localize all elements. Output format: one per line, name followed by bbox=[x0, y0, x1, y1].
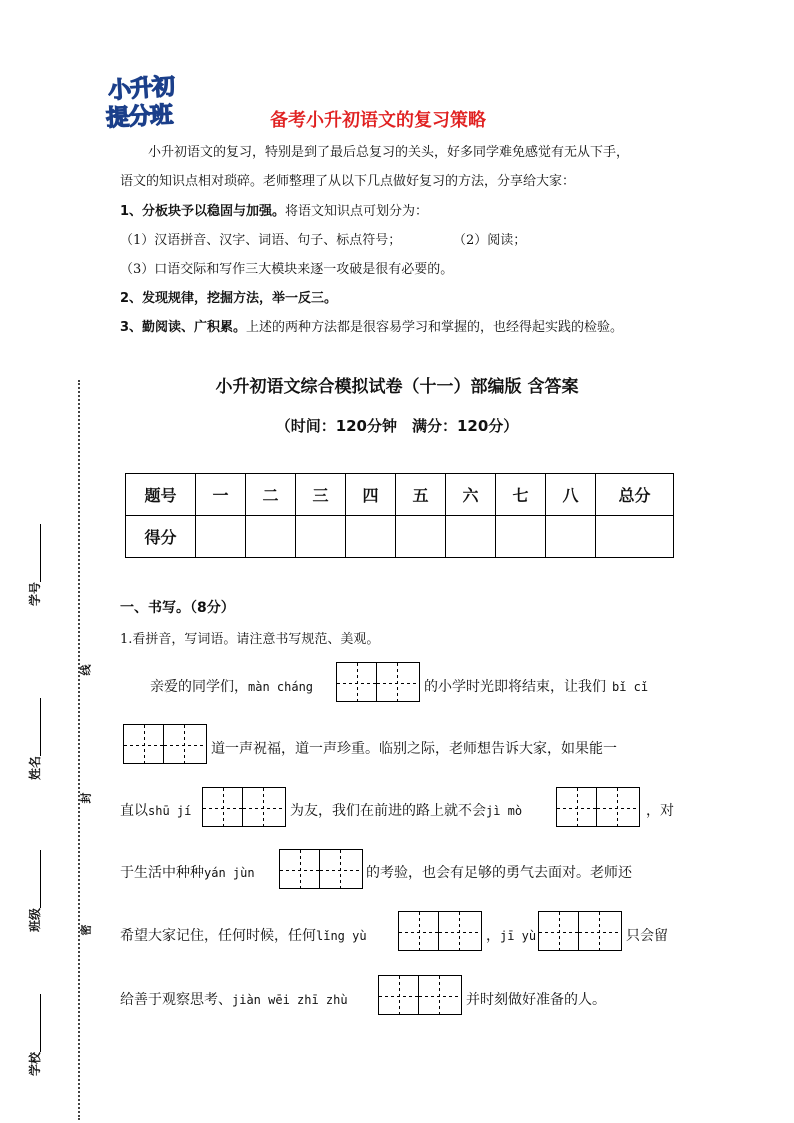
pinyin-ling-yu: lǐng yù bbox=[316, 929, 367, 943]
passage-line4b: 的考验，也会有足够的勇气去面对。老师还 bbox=[366, 865, 632, 881]
text: 亲爱的同学们， bbox=[150, 679, 248, 695]
score-header-cell: 七 bbox=[496, 474, 546, 516]
score-input-cell[interactable] bbox=[496, 516, 546, 558]
score-header-cell: 三 bbox=[296, 474, 346, 516]
score-header-cell: 四 bbox=[346, 474, 396, 516]
student-id-label bbox=[26, 524, 43, 606]
score-input-cell[interactable] bbox=[346, 516, 396, 558]
score-input-cell[interactable] bbox=[196, 516, 246, 558]
passage-line5b bbox=[486, 925, 536, 945]
label: 学号 bbox=[28, 581, 42, 606]
score-header-cell: 八 bbox=[546, 474, 596, 516]
score-header-row bbox=[126, 474, 674, 516]
strategy-sub3: （3）口语交际和写作三大模块来逐一攻破是很有必要的。 bbox=[120, 262, 454, 277]
passage-line2: 道一声祝福，道一声珍重。临别之际，老师想告诉大家，如果能一 bbox=[211, 741, 617, 757]
point3-bold: 3、勤阅读、广积累。 bbox=[120, 320, 247, 335]
strategy-intro2: 语文的知识点相对琐碎。老师整理了从以下几点做好复习的方法，分享给大家： bbox=[120, 174, 576, 189]
text: 的小学时光即将结束，让我们 bbox=[424, 679, 606, 695]
writing-grid[interactable] bbox=[202, 787, 286, 827]
passage-line3b bbox=[290, 800, 522, 820]
pinyin-jian-wei-zhi-zhu: jiàn wēi zhī zhù bbox=[232, 993, 348, 1007]
school-blank[interactable] bbox=[30, 994, 41, 1052]
writing-grid[interactable] bbox=[398, 911, 482, 951]
score-header-cell: 题号 bbox=[126, 474, 196, 516]
student-id-blank[interactable] bbox=[30, 524, 41, 582]
passage-line5a bbox=[120, 925, 367, 945]
point1-rest: 将语文知识点可划分为： bbox=[285, 204, 429, 219]
text: 给善于观察思考、 bbox=[120, 992, 232, 1008]
mark-seal: 封 bbox=[79, 792, 93, 804]
question1-instruction: 1.看拼音，写词语。请注意书写规范、美观。 bbox=[120, 632, 380, 647]
passage-line3a bbox=[120, 800, 191, 820]
binding-dotted-line bbox=[78, 380, 80, 1120]
exam-subtitle: （时间：120分钟 满分：120分） bbox=[275, 417, 519, 435]
score-input-cell[interactable] bbox=[296, 516, 346, 558]
writing-grid[interactable] bbox=[123, 724, 207, 764]
passage-line5c: 只会留 bbox=[626, 928, 668, 944]
label: 学校 bbox=[28, 1051, 42, 1076]
passage-line6a bbox=[120, 989, 348, 1009]
strategy-title: 备考小升初语文的复习策略 bbox=[270, 110, 486, 131]
logo-line2: 提分班 bbox=[105, 102, 173, 132]
strategy-intro1: 小升初语文的复习，特别是到了最后总复习的关头，好多同学难免感觉有无从下手， bbox=[148, 145, 630, 160]
pinyin-bi-ci: bǐ cǐ bbox=[612, 680, 649, 694]
strategy-sub1: （1）汉语拼音、汉字、词语、句子、标点符号； bbox=[120, 233, 402, 248]
exam-title: 小升初语文综合模拟试卷（十一）部编版 含答案 bbox=[215, 377, 579, 397]
writing-grid[interactable] bbox=[279, 849, 363, 889]
text: 于生活中种种 bbox=[120, 865, 204, 881]
text: 为友，我们在前进的路上就不会 bbox=[290, 803, 486, 819]
pinyin-man-chang: màn cháng bbox=[248, 680, 314, 694]
logo bbox=[104, 70, 208, 130]
pinyin-shu-ji: shū jí bbox=[148, 804, 192, 818]
text: 希望大家记住，任何时候，任何 bbox=[120, 928, 316, 944]
score-table bbox=[125, 473, 674, 558]
score-label-cell: 得分 bbox=[126, 516, 196, 558]
score-header-cell: 二 bbox=[246, 474, 296, 516]
writing-grid[interactable] bbox=[336, 662, 420, 702]
section1-heading: 一、书写。（8分） bbox=[120, 600, 235, 616]
strategy-sub2: （2）阅读； bbox=[453, 233, 527, 248]
passage-line3c: ，对 bbox=[646, 803, 674, 819]
class-blank[interactable] bbox=[30, 850, 41, 908]
name-label bbox=[26, 698, 43, 780]
passage-line4a bbox=[120, 862, 255, 882]
score-input-cell[interactable] bbox=[246, 516, 296, 558]
point1-bold: 1、分板块予以稳固与加强。 bbox=[120, 204, 286, 219]
score-header-cell: 总分 bbox=[596, 474, 674, 516]
point3-rest: 上述的两种方法都是很容易学习和掌握的，也经得起实践的检验。 bbox=[246, 320, 624, 335]
mark-line: 线 bbox=[79, 664, 93, 676]
school-label bbox=[26, 994, 43, 1076]
passage-line1b bbox=[424, 676, 648, 696]
text: 直以 bbox=[120, 803, 148, 819]
score-header-cell: 五 bbox=[396, 474, 446, 516]
passage-line6b: 并时刻做好准备的人。 bbox=[466, 992, 606, 1008]
writing-grid[interactable] bbox=[538, 911, 622, 951]
text: ， bbox=[486, 928, 500, 944]
pinyin-ji-mo: jì mò bbox=[486, 804, 523, 818]
passage-line1a bbox=[150, 676, 313, 696]
writing-grid[interactable] bbox=[378, 975, 462, 1015]
score-value-row bbox=[126, 516, 674, 558]
strategy-point1 bbox=[120, 202, 428, 222]
score-header-cell: 一 bbox=[196, 474, 246, 516]
score-input-cell[interactable] bbox=[396, 516, 446, 558]
mark-secret: 密 bbox=[79, 924, 93, 936]
label: 班级 bbox=[28, 907, 42, 932]
pinyin-ji-yu: jī yù bbox=[500, 929, 537, 943]
label: 姓名 bbox=[28, 755, 42, 780]
pinyin-yan-jun: yán jùn bbox=[204, 866, 255, 880]
name-blank[interactable] bbox=[30, 698, 41, 756]
logo-line1: 小升初 bbox=[107, 73, 176, 105]
score-header-cell: 六 bbox=[446, 474, 496, 516]
strategy-point3 bbox=[120, 318, 623, 338]
score-input-cell[interactable] bbox=[596, 516, 674, 558]
class-label bbox=[26, 850, 43, 932]
score-input-cell[interactable] bbox=[546, 516, 596, 558]
score-input-cell[interactable] bbox=[446, 516, 496, 558]
strategy-point2: 2、发现规律，挖掘方法，举一反三。 bbox=[120, 291, 338, 306]
writing-grid[interactable] bbox=[556, 787, 640, 827]
